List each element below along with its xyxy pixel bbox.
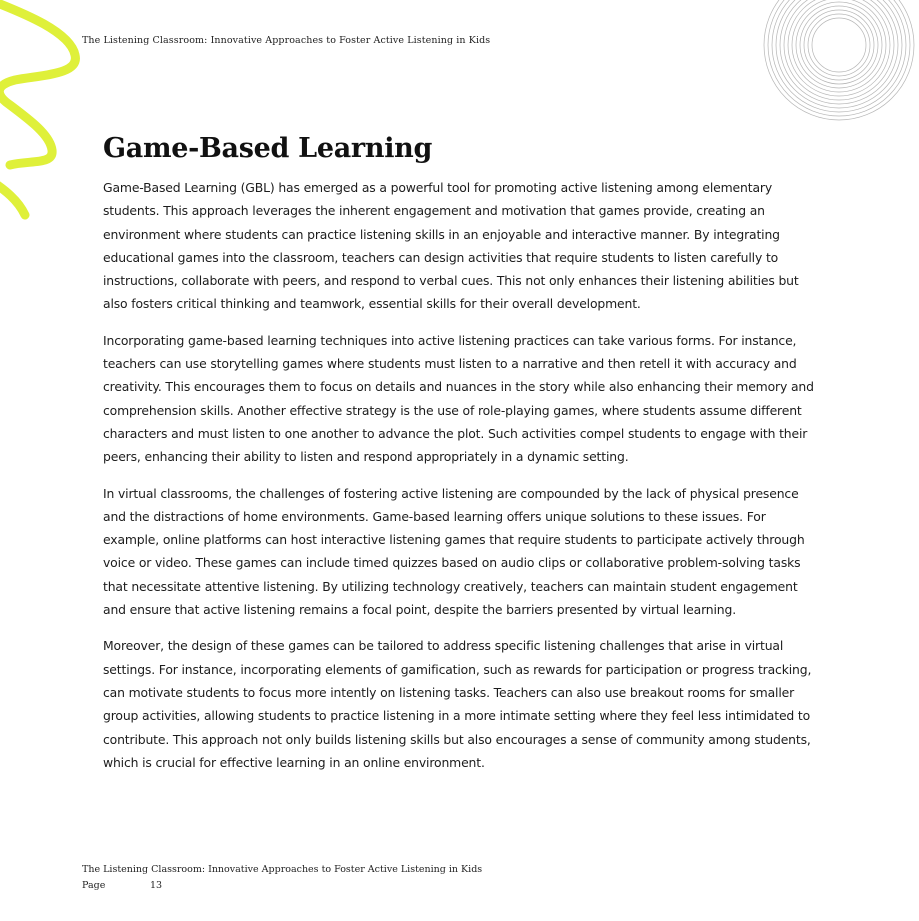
paragraph: Game-Based Learning (GBL) has emerged as a powerful tool for promoting active listening among elementary students. This approach leverages the inherent engagement and motivation that games provide, creating an environment where students can practice listening skills in an enjoyable and interactive manner. By integrating educational games into the classroom, teachers can design activities that require students to listen carefully to instructions, collaborate with peers, and respond to verbal cues. This not only enhances their listening abilities but also fosters critical thinking and teamwork, essential skills for their overall development. <box>103 180 799 312</box>
paragraph: Moreover, the design of these games can be tailored to address specific listening challenges that arise in virtual settings. For instance, incorporating elements of gamification, such as rewards for participation or progress tracking, can motivate students to focus more intently on listening tasks. Teachers can also use breakout rooms for smaller group activities, allowing students to practice listening in a more intimate setting where they feel less intimidated to contribute. This approach not only builds listening skills but also encourages a sense of community among students, which is crucial for effective learning in an online environment. <box>103 638 812 770</box>
page-number-line <box>82 880 482 891</box>
page-title: Game-Based Learning <box>103 133 433 164</box>
main-content <box>103 133 815 787</box>
running-header: The Listening Classroom: Innovative Approaches to Foster Active Listening in Kids <box>82 35 491 46</box>
squiggle-decoration-icon <box>0 0 90 230</box>
footer-title: The Listening Classroom: Innovative Approaches to Foster Active Listening in Kids <box>82 864 483 875</box>
page-footer <box>82 864 482 891</box>
page-label: Page <box>82 880 106 891</box>
concentric-circles-icon <box>759 0 919 125</box>
page-number: 13 <box>150 880 163 891</box>
paragraph: Incorporating game-based learning techniques into active listening practices can take various forms. For instance, teachers can use storytelling games where students must listen to a narrative and then retell it with accuracy and creativity. This encourages them to focus on details and nuances in the story while also enhancing their memory and comprehension skills. Another effective strategy is the use of role-playing games, where students assume different characters and must listen to one another to advance the plot. Such activities compel students to engage with their peers, enhancing their ability to listen and respond appropriately in a dynamic setting. <box>103 332 814 465</box>
paragraph: In virtual classrooms, the challenges of fostering active listening are compounded by the lack of physical presence and the distractions of home environments. Game-based learning offers unique solutions to these issues. For example, online platforms can host interactive listening games that require students to participate actively through voice or video. These games can include timed quizzes based on audio clips or collaborative problem-solving tasks that necessitate attentive listening. By utilizing technology creatively, teachers can maintain student engagement and ensure that active listening remains a focal point, despite the barriers presented by virtual learning. <box>103 485 805 618</box>
